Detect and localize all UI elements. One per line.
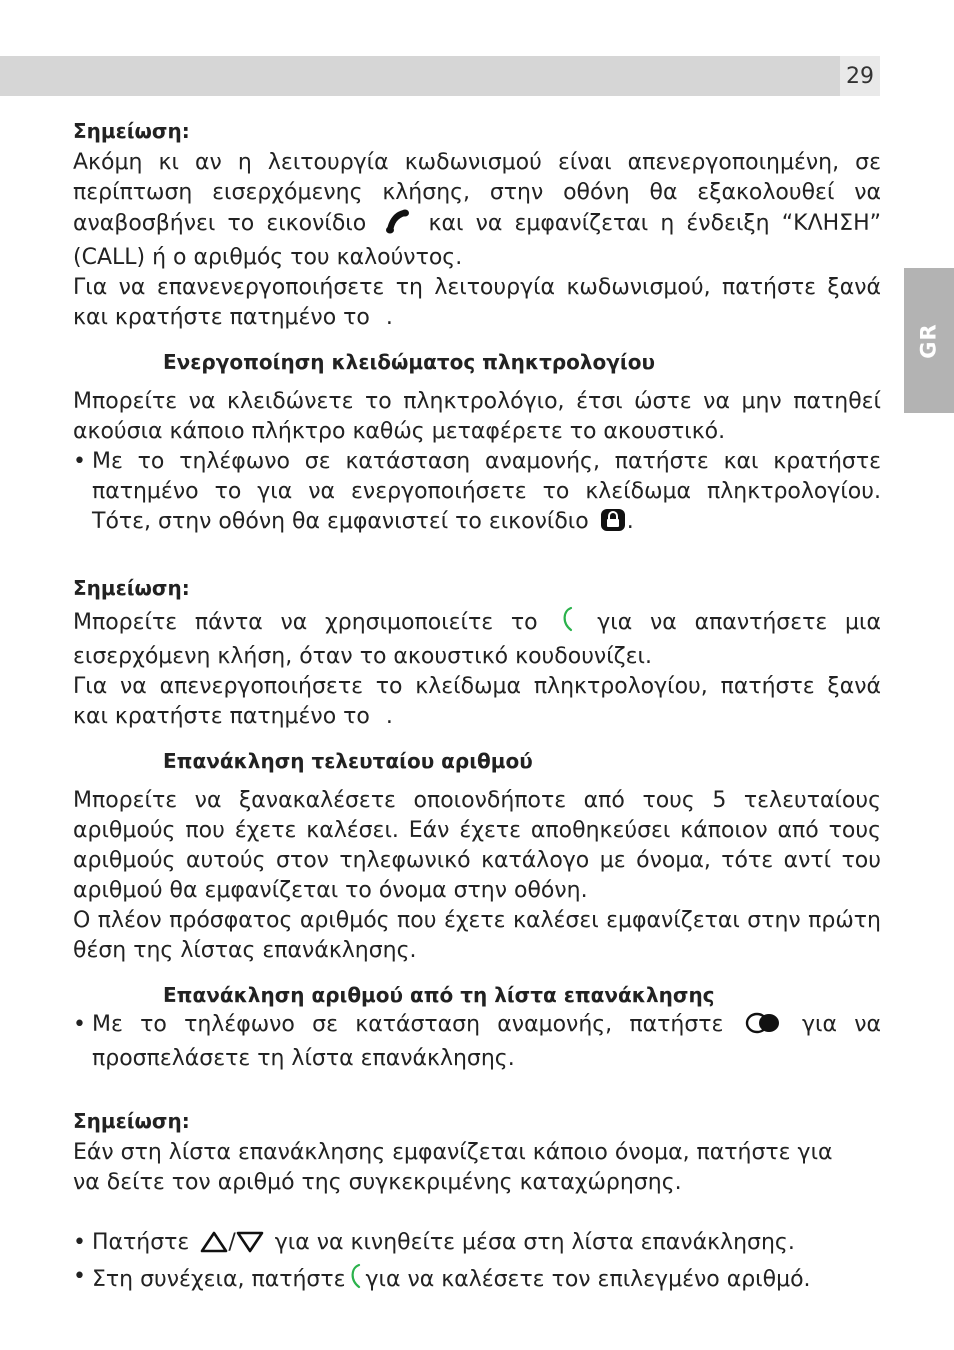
header-bar xyxy=(0,56,840,96)
note-paragraph xyxy=(73,605,881,672)
note-heading: Σημείωση: xyxy=(73,119,190,143)
bullet-item xyxy=(73,1010,881,1074)
handset-icon xyxy=(382,208,412,243)
green-call-key-icon xyxy=(559,605,575,642)
note-text: και να εμφανίζεται η ένδειξη “ΚΛΗΣΗ” (CALL) ή ο αριθμός του καλούντος. xyxy=(73,211,882,270)
redial-key-icon xyxy=(745,1011,781,1044)
bullet-item xyxy=(73,1228,881,1262)
note-text: Για να επανενεργοποιήσετε τη λειτουργία κωδωνισμού, πατήστε ξανά και κρατήστε πατημένο το xyxy=(73,275,881,330)
bullet-text: για να προσπελάσετε τη λίστα επανάκλησης. xyxy=(92,1012,881,1071)
note-paragraph: Εάν στη λίστα επανάκλησης εμφανίζεται κάποιο όνομα, πατήστε για να δείτε τον αριθμό της συγκεκριμένης καταχώρησης. xyxy=(73,1140,833,1195)
note-text: Για να απενεργοποιήσετε το κλείδωμα πληκτρολογίου, πατήστε ξανά και κρατήστε πατημένο το xyxy=(73,674,881,729)
down-arrow-icon xyxy=(236,1231,264,1262)
note-paragraph xyxy=(73,672,881,732)
up-arrow-icon xyxy=(200,1231,228,1262)
note-text: για να απαντήσετε μια εισερχόμενη κλήση, όταν το ακουστικό κουδουνίζει. xyxy=(73,610,881,669)
section-heading: Επανάκληση τελευταίου αριθμού xyxy=(163,749,533,773)
bullet-text: Με το τηλέφωνο σε κατάσταση αναμονής, πατήστε και κρατήστε πατημένο το xyxy=(92,449,881,504)
note-paragraph xyxy=(73,148,881,273)
language-tab xyxy=(904,268,954,413)
bullet-text: για να ενεργοποιήσετε το κλείδωμα πληκτρολογίου. Τότε, στην οθόνη θα εμφανιστεί το εικονίδιο xyxy=(92,479,881,534)
section-paragraph: Μπορείτε να ξανακαλέσετε οποιονδήποτε από τους 5 τελευταίους αριθμούς που έχετε καλέσει. Εάν έχετε αποθηκεύσει κάποιον από τους αριθμούς αυτούς στον τηλεφωνικό κατάλογο με όνομα, τότε αντί του αριθμού θα εμφανίζεται το όνομα στην οθόνη. xyxy=(73,788,881,903)
section-paragraph: Ο πλέον πρόσφατος αριθμός που έχετε καλέσει εμφανίζεται στην πρώτη θέση της λίστας επανάκλησης. xyxy=(73,908,881,963)
note-paragraph xyxy=(73,273,881,333)
lock-icon xyxy=(600,508,626,541)
note-heading: Σημείωση: xyxy=(73,576,190,600)
arrow-separator: / xyxy=(228,1230,236,1255)
page-content xyxy=(73,114,881,1299)
section-paragraph: Μπορείτε να κλειδώνετε το πληκτρολόγιο, έτσι ώστε να μην πατηθεί ακούσια κάποιο πλήκτρο καθώς μεταφέρετε το ακουστικό. xyxy=(73,389,881,444)
bullet-text: για να κινηθείτε μέσα στη λίστα επανάκλησης. xyxy=(274,1230,795,1255)
bullet-text: Με το τηλέφωνο σε κατάσταση αναμονής, πατήστε xyxy=(92,1012,724,1037)
bullet-text: Στη συνέχεια, πατήστε xyxy=(92,1267,346,1292)
bullet-item xyxy=(73,447,881,541)
note-heading: Σημείωση: xyxy=(73,1109,190,1133)
note-text: Ακόμη κι αν η λειτουργία κωδωνισμού είναι απενεργοποιημένη, σε περίπτωση εισερχόμενης κλήσης, στην οθόνη θα εξακολουθεί να αναβοσβήνει το εικονίδιο xyxy=(73,150,881,236)
bullet-text: για να καλέσετε τον επιλεγμένο αριθμό. xyxy=(365,1267,811,1292)
section-heading: Ενεργοποίηση κλειδώματος πληκτρολογίου xyxy=(163,350,655,374)
bullet-item xyxy=(73,1262,881,1299)
green-call-key-icon xyxy=(347,1262,363,1299)
language-tab-label: GR xyxy=(916,322,941,359)
bullet-text: . xyxy=(626,509,634,534)
section-heading: Επανάκληση αριθμού από τη λίστα επανάκλησης xyxy=(163,983,715,1007)
page-number: 29 xyxy=(840,56,880,96)
note-text: . xyxy=(385,704,393,729)
note-text: Μπορείτε πάντα να χρησιμοποιείτε το xyxy=(73,610,538,635)
bullet-text: Πατήστε xyxy=(92,1230,190,1255)
note-text: . xyxy=(385,305,393,330)
